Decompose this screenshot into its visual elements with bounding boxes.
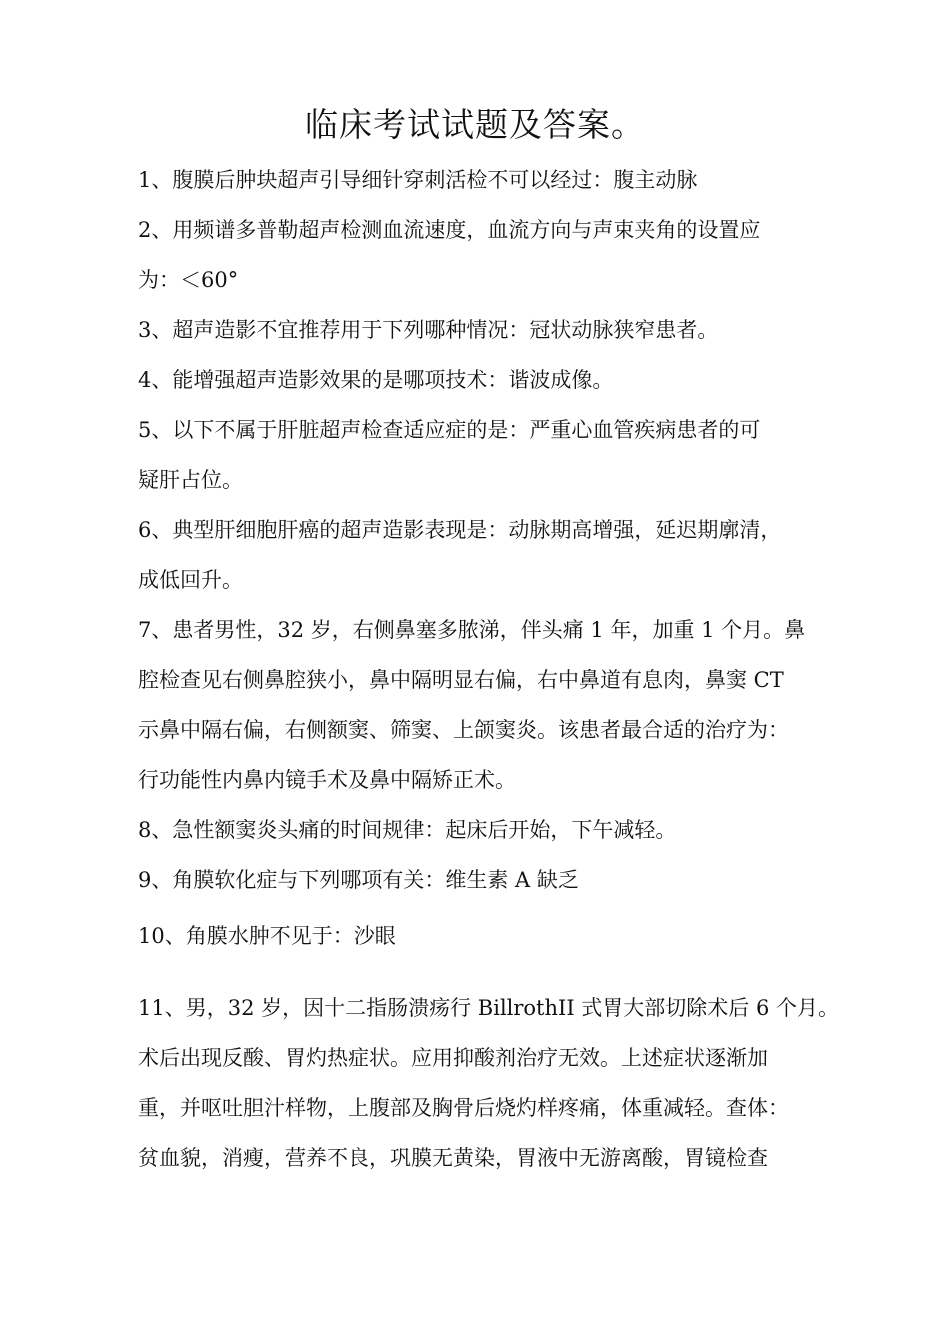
q11-line-1: 11、男，32 岁，因十二指肠溃疡行 BillrothII 式胃大部切除术后 6 个月。 bbox=[138, 996, 839, 1020]
document-body bbox=[138, 155, 839, 1183]
q5-line-1: 5、以下不属于肝脏超声检查适应症的是：严重心血管疾病患者的可 bbox=[138, 418, 761, 442]
q7-line-4: 行功能性内鼻内镜手术及鼻中隔矫正术。 bbox=[138, 768, 516, 792]
q2-line-2: 为：＜60° bbox=[138, 268, 239, 292]
q11-line-4: 贫血貌，消瘦，营养不良，巩膜无黄染，胃液中无游离酸，胃镜检查 bbox=[138, 1146, 768, 1170]
paragraph-gap bbox=[138, 961, 828, 977]
q5-line-2: 疑肝占位。 bbox=[138, 468, 243, 492]
q3-line: 3、超声造影不宜推荐用于下列哪种情况：冠状动脉狭窄患者。 bbox=[138, 318, 719, 342]
q10-line: 10、角膜水肿不见于：沙眼 bbox=[138, 924, 396, 948]
q6-line-2: 成低回升。 bbox=[138, 568, 243, 592]
q6-line-1: 6、典型肝细胞肝癌的超声造影表现是：动脉期高增强，延迟期廓清， bbox=[138, 518, 782, 542]
q7-line-3: 示鼻中隔右偏，右侧额窦、筛窦、上颌窦炎。该患者最合适的治疗为： bbox=[138, 718, 789, 742]
q4-line: 4、能增强超声造影效果的是哪项技术：谐波成像。 bbox=[138, 368, 614, 392]
q2-line-1: 2、用频谱多普勒超声检测血流速度，血流方向与声束夹角的设置应 bbox=[138, 218, 761, 242]
q9-line: 9、角膜软化症与下列哪项有关：维生素 A 缺乏 bbox=[138, 868, 579, 892]
q7-line-2: 腔检查见右侧鼻腔狭小，鼻中隔明显右偏，右中鼻道有息肉，鼻窦 CT bbox=[138, 668, 784, 692]
q7-line-1: 7、患者男性，32 岁，右侧鼻塞多脓涕，伴头痛 1 年，加重 1 个月。鼻 bbox=[138, 618, 806, 642]
q1-line: 1、腹膜后肿块超声引导细针穿刺活检不可以经过：腹主动脉 bbox=[138, 168, 698, 192]
q11-line-3: 重，并呕吐胆汁样物，上腹部及胸骨后烧灼样疼痛，体重减轻。查体： bbox=[138, 1096, 789, 1120]
q11-line-2: 术后出现反酸、胃灼热症状。应用抑酸剂治疗无效。上述症状逐渐加 bbox=[138, 1046, 768, 1070]
document-title: 临床考试试题及答案。 bbox=[305, 105, 645, 144]
q8-line: 8、急性额窦炎头痛的时间规律：起床后开始，下午减轻。 bbox=[138, 818, 677, 842]
